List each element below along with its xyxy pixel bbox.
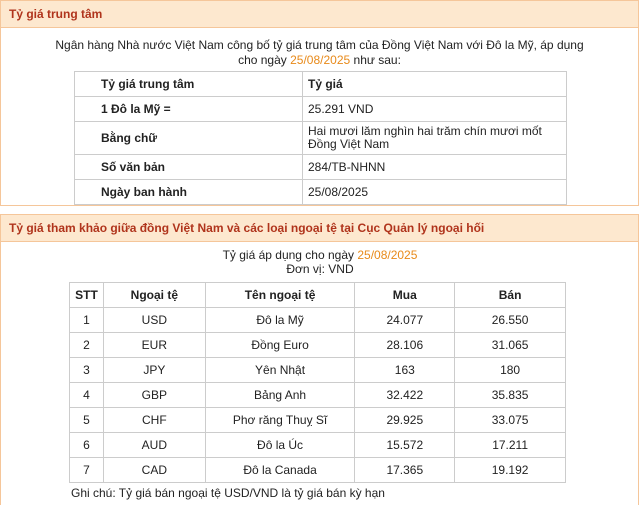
cell-name: Yên Nhật <box>205 358 355 383</box>
cell-sell: 26.550 <box>455 308 566 333</box>
central-rate-header: Tỷ giá trung tâm <box>1 1 638 28</box>
cell-buy: 15.572 <box>355 433 455 458</box>
col-header-stt: STT <box>70 283 104 308</box>
col-header-rate: Tỷ giá <box>303 72 567 97</box>
cell-name: Đô la Úc <box>205 433 355 458</box>
intro-line-1: Ngân hàng Nhà nước Việt Nam công bố tỷ giá trung tâm của Đồng Việt Nam với Đô la Mỹ, áp dụng <box>55 38 584 52</box>
cell-sell: 35.835 <box>455 383 566 408</box>
central-rate-intro <box>1 38 638 68</box>
table-row <box>75 155 567 180</box>
cell-stt: 5 <box>70 408 104 433</box>
table-row <box>75 180 567 205</box>
row-value: 284/TB-NHNN <box>303 155 567 180</box>
intro-line-2 <box>1 53 638 68</box>
table-row <box>75 97 567 122</box>
applied-date-line <box>0 248 640 262</box>
central-rate-table <box>74 71 567 205</box>
cell-code: GBP <box>103 383 205 408</box>
cell-stt: 1 <box>70 308 104 333</box>
cell-name: Phơ răng Thuỵ Sĩ <box>205 408 355 433</box>
cell-sell: 31.065 <box>455 333 566 358</box>
intro-line-2-prefix: cho ngày <box>238 53 291 67</box>
col-header-currency-code: Ngoại tệ <box>103 283 205 308</box>
cell-name: Đô la Mỹ <box>205 308 355 333</box>
cell-stt: 4 <box>70 383 104 408</box>
row-label: Ngày ban hành <box>75 180 303 205</box>
intro-line-2-suffix: như sau: <box>350 53 401 67</box>
table-row <box>70 458 566 483</box>
table-row <box>70 383 566 408</box>
unit-line: Đơn vị: VND <box>286 262 354 276</box>
cell-sell: 19.192 <box>455 458 566 483</box>
table-row <box>75 122 567 155</box>
col-header-currency-name: Tên ngoại tệ <box>205 283 355 308</box>
cell-name: Bảng Anh <box>205 383 355 408</box>
row-value: Hai mươi lăm nghìn hai trăm chín mươi mốt Đồng Việt Nam <box>303 122 567 155</box>
cell-sell: 33.075 <box>455 408 566 433</box>
reference-rates-header: Tỷ giá tham khảo giữa đồng Việt Nam và các loại ngoại tệ tại Cục Quản lý ngoại hối <box>1 215 638 242</box>
cell-name: Đồng Euro <box>205 333 355 358</box>
cell-stt: 6 <box>70 433 104 458</box>
cell-sell: 180 <box>455 358 566 383</box>
table-row <box>70 333 566 358</box>
cell-stt: 3 <box>70 358 104 383</box>
row-label: 1 Đô la Mỹ = <box>75 97 303 122</box>
cell-buy: 163 <box>355 358 455 383</box>
cell-code: AUD <box>103 433 205 458</box>
col-header-central-rate: Tỷ giá trung tâm <box>75 72 303 97</box>
cell-buy: 29.925 <box>355 408 455 433</box>
col-header-buy: Mua <box>355 283 455 308</box>
cell-stt: 2 <box>70 333 104 358</box>
cell-sell: 17.211 <box>455 433 566 458</box>
row-label: Số văn bản <box>75 155 303 180</box>
cell-buy: 17.365 <box>355 458 455 483</box>
col-header-sell: Bán <box>455 283 566 308</box>
cell-code: USD <box>103 308 205 333</box>
footnote: Ghi chú: Tỷ giá bán ngoại tệ USD/VND là tỷ giá bán kỳ hạn <box>71 486 385 500</box>
applied-date: 25/08/2025 <box>357 248 418 262</box>
central-rate-panel <box>0 0 639 206</box>
table-row <box>70 433 566 458</box>
row-value: 25.291 VND <box>303 97 567 122</box>
cell-code: CAD <box>103 458 205 483</box>
applied-prefix: Tỷ giá áp dụng cho ngày <box>222 248 358 262</box>
cell-buy: 24.077 <box>355 308 455 333</box>
cell-code: JPY <box>103 358 205 383</box>
cell-stt: 7 <box>70 458 104 483</box>
table-header-row <box>75 72 567 97</box>
row-value: 25/08/2025 <box>303 180 567 205</box>
cell-buy: 32.422 <box>355 383 455 408</box>
cell-buy: 28.106 <box>355 333 455 358</box>
cell-code: EUR <box>103 333 205 358</box>
cell-name: Đô la Canada <box>205 458 355 483</box>
table-header-row <box>70 283 566 308</box>
table-row <box>70 408 566 433</box>
table-row <box>70 308 566 333</box>
row-label: Bằng chữ <box>75 122 303 155</box>
table-row <box>70 358 566 383</box>
reference-rates-table <box>69 282 566 483</box>
intro-date: 25/08/2025 <box>290 53 351 67</box>
cell-code: CHF <box>103 408 205 433</box>
